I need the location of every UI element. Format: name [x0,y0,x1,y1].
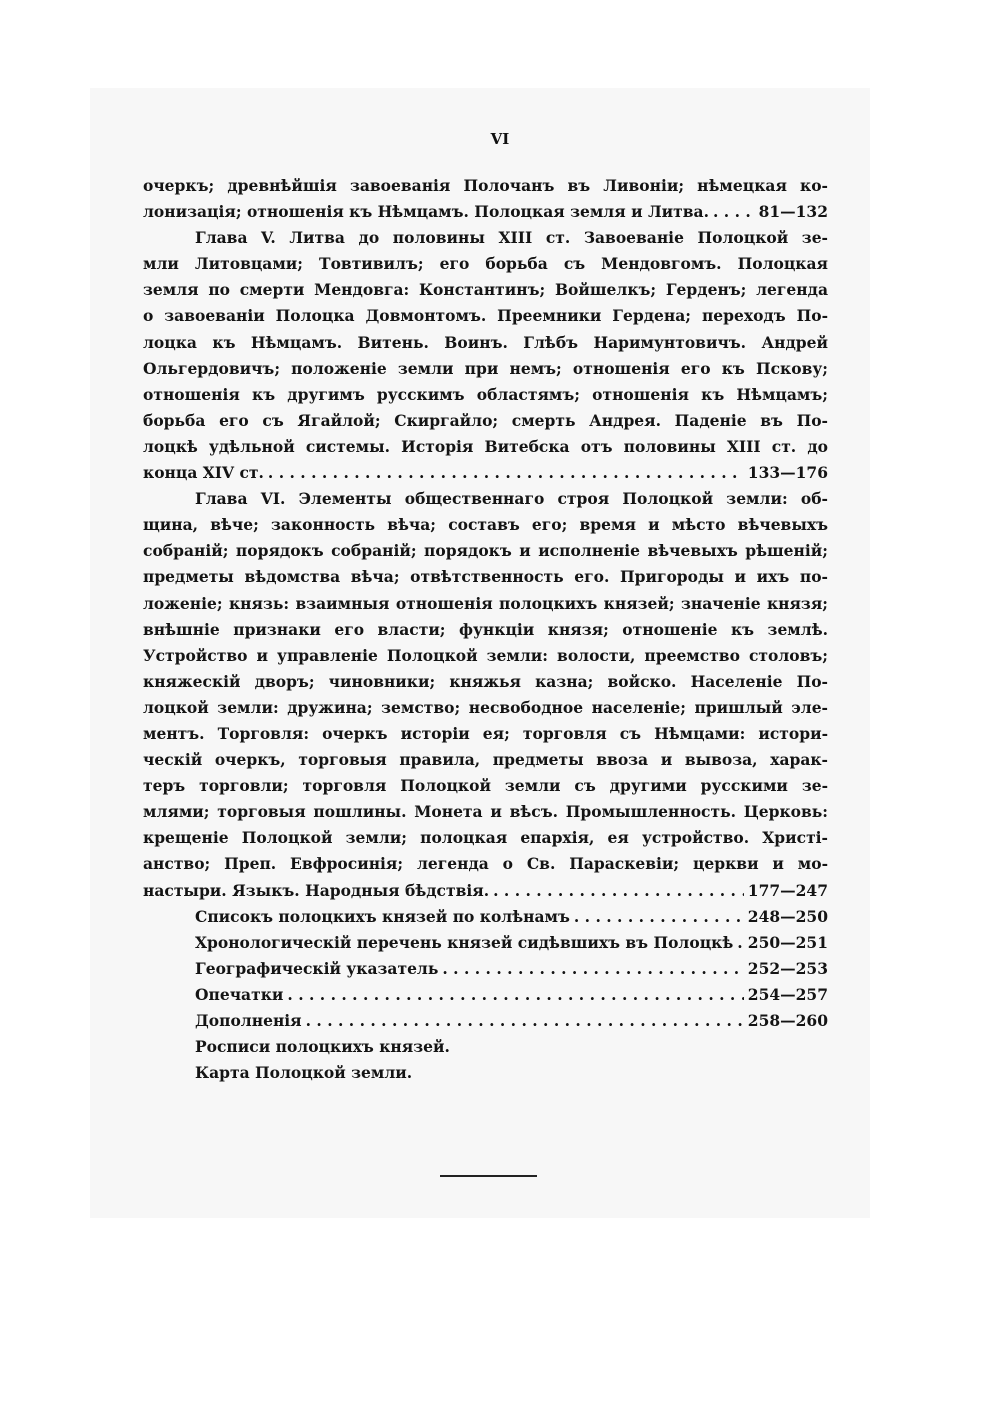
paragraph-line: Глава VI. Элементы общественнаго строя Полоцкой земли: об- [195,489,828,509]
paragraph-line: Устройство и управленіе Полоцкой земли: волости, преемство столовъ; [143,645,828,665]
dot-leader [306,1008,744,1034]
toc-entry [143,1008,828,1034]
paragraph-line: настыри. Языкъ. Народныя бѣдствія. [143,880,490,900]
toc-entry [143,982,828,1008]
paragraph-line: Глава V. Литва до половины XIII ст. Завоеваніе Полоцкой зе- [195,228,828,248]
paragraph-line: борьба его съ Ягайлой; Скиргайло; смерть Андрея. Паденіе въ По- [143,410,828,430]
page-number: VI [490,130,510,148]
table-of-contents [143,173,828,1086]
paragraph-line: земля по смерти Мендовга: Константинъ; Войшелкъ; Герденъ; легенда [143,280,828,300]
page-range: 133—176 [747,463,828,483]
dot-leader [713,199,755,225]
paragraph-line: конца XIV ст. [143,463,264,483]
paragraph-line: лонизація; отношенія къ Нѣмцамъ. Полоцкая земля и Литва. [143,202,709,222]
paragraph-line: предметы вѣдомства вѣча; отвѣтственность его. Пригороды и ихъ по- [143,567,828,587]
contents-paragraph-chapter-5 [143,225,828,486]
toc-entry-label: Списокъ полоцкихъ князей по колѣнамъ [195,906,570,926]
paragraph-line: ческій очеркъ, торговыя правила, предметы ввоза и вывоза, харак- [143,750,828,770]
dot-leader [737,930,744,956]
toc-entry-last-line [143,199,828,225]
toc-entry-label: Хронологическій перечень князей сидѣвшихъ въ Полоцкѣ [195,932,734,952]
toc-entry [143,956,828,982]
page-range: 254—257 [747,984,828,1004]
paragraph-line: отношенія къ другимъ русскимъ областямъ; отношенія къ Нѣмцамъ; [143,384,828,404]
paragraph-line: лоцка къ Нѣмцамъ. Витень. Воинъ. Глѣбъ Наримунтовичъ. Андрей [143,332,828,352]
appendix-item: Карта Полоцкой земли. [195,1063,413,1083]
page-range: 81—132 [758,202,828,222]
paragraph-line: мли Литовцами; Товтивилъ; его борьба съ Мендовгомъ. Полоцкая [143,254,828,274]
dot-leader [574,904,744,930]
toc-entry [143,904,828,930]
paragraph-line: млями; торговыя пошлины. Монета и вѣсъ. Промышленность. Церковь: [143,802,828,822]
paragraph-line: теръ торговли; торговля Полоцкой земли съ другими русскими зе- [143,776,828,796]
page-range: 177—247 [747,880,828,900]
dot-leader [493,878,744,904]
toc-entry-label: Опечатки [195,984,284,1004]
contents-paragraph-chapter-6 [143,486,828,904]
page-range: 248—250 [747,906,828,926]
page-range: 250—251 [747,932,828,952]
appendix-item: Росписи полоцкихъ князей. [195,1037,450,1057]
paragraph-line: внѣшніе признаки его власти; функціи князя; отношеніе къ землѣ. [143,619,828,639]
dot-leader [268,460,744,486]
toc-entry [143,930,828,956]
toc-entry-last-line [143,878,828,904]
toc-entry-last-line [143,460,828,486]
paragraph-line: анство; Преп. Евфросинія; легенда о Св. Параскевіи; церкви и мо- [143,854,828,874]
dot-leader [287,982,743,1008]
page-range: 252—253 [747,958,828,978]
paragraph-line: ментъ. Торговля: очеркъ исторіи ея; торговля съ Нѣмцами: истори- [143,723,828,743]
paragraph-line: собраній; порядокъ собраній; порядокъ и исполненіе вѣчевыхъ рѣшеній; [143,541,828,561]
toc-entry-label: Дополненія [195,1011,302,1030]
closing-rule [440,1175,537,1177]
paragraph-line: лоцкѣ удѣльной системы. Исторія Витебска отъ половины XIII ст. до [143,436,828,456]
paragraph-line: лоцкой земли: дружина; земство; несвободное населеніе; пришлый эле- [143,697,828,717]
toc-entry-label: Географическій указатель [195,958,439,978]
dot-leader [442,956,743,982]
paragraph-line: щина, вѣче; законность вѣча; составъ его; время и мѣсто вѣчевыхъ [143,515,828,535]
paragraph-line: о завоеваніи Полоцка Довмонтомъ. Преемники Гердена; переходъ По- [143,306,828,326]
paragraph-line: княжескій дворъ; чиновники; княжья казна; войско. Населеніе По- [143,671,828,691]
contents-paragraph [143,173,828,225]
paragraph-line: крещеніе Полоцкой земли; полоцкая епархія, ея устройство. Христі- [143,828,828,848]
paragraph-line: ложеніе; князь: взаимныя отношенія полоцкихъ князей; значеніе князя; [143,593,828,613]
page-range: 258—260 [747,1011,828,1030]
paragraph-line: очеркъ; древнѣйшія завоеванія Полочанъ въ Ливоніи; нѣмецкая ко- [143,176,828,195]
paragraph-line: Ольгердовичъ; положеніе земли при немъ; отношенія его къ Пскову; [143,358,828,378]
